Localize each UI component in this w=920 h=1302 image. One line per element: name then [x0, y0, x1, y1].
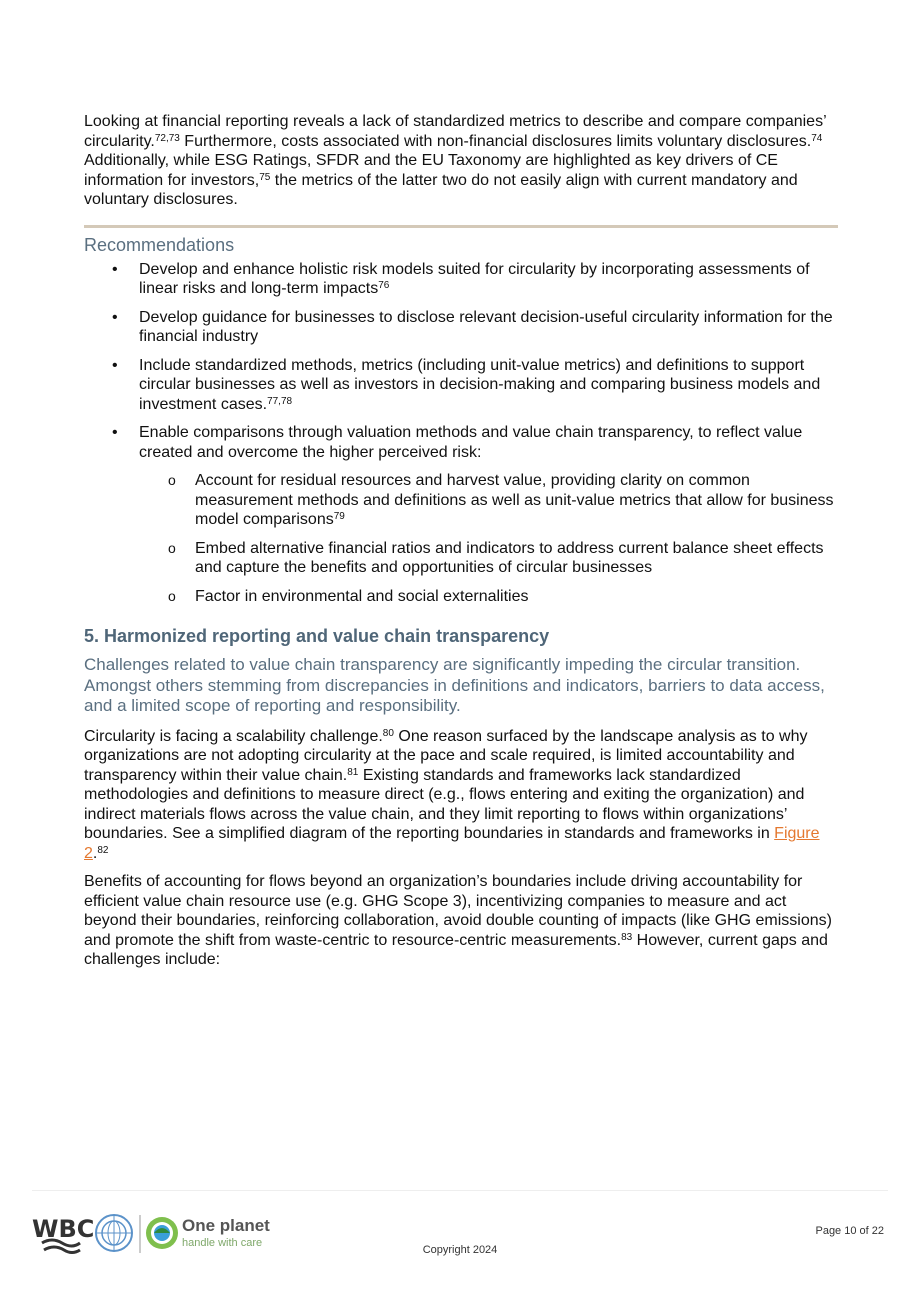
footnote-ref[interactable]: 79	[333, 511, 345, 522]
footer-divider	[32, 1190, 888, 1191]
footnote-ref[interactable]: 80	[382, 727, 394, 739]
recommendation-item: • Develop guidance for businesses to disclose relevant decision-useful circularity information for the financial industry	[112, 308, 833, 345]
footnote-ref[interactable]: 72,73	[154, 132, 180, 144]
footnote-ref[interactable]: 76	[378, 280, 390, 291]
circle-bullet-icon: o	[168, 539, 176, 556]
bullet-icon: •	[112, 356, 118, 374]
figure-2-link[interactable]: Figure 2	[84, 825, 820, 862]
recommendation-subitem: o Account for residual resources and harvest value, providing clarity on common measurement methods and definitions as well as unit-value metrics that allow for business model comparisons$^{79}$	[168, 472, 834, 528]
section-divider	[84, 225, 838, 228]
recommendation-item: • Develop and enhance holistic risk models suited for circularity by incorporating assessments of linear risks and long-term impacts$^{76}$	[112, 260, 810, 297]
section-intro: Challenges related to value chain transparency are significantly impeding the circular transition. Amongst others stemming from discrepancies in definitions and indicators, barriers to data access, and a limited scope of reporting and responsibility.	[84, 655, 825, 715]
footnote-ref[interactable]: 75	[259, 171, 271, 183]
recommendation-item: • Include standardized methods, metrics (including unit-value metrics) and definitions to support circular businesses as well as investors in decision-making and comparing business models and investment cases.$^{77,78}$	[112, 356, 821, 413]
svg-text:WBC: WBC	[32, 1215, 95, 1243]
recommendations-heading: Recommendations	[84, 234, 235, 255]
recommendation-subitem: o Embed alternative financial ratios and indicators to address current balance sheet effects and capture the benefits and opportunities of circular businesses	[168, 539, 824, 576]
body-paragraph: Benefits of accounting for flows beyond an organization’s boundaries include driving accountability for efficient value chain resource use (e.g. GHG Scope 3), incentivizing companies to measure and act beyond their boundaries, reinforcing collaboration, avoid double counting of impacts (like GHG emissions) and promote the shift from waste-centric to resource-centric measurements.$^{83}$ However, current gaps and challenges include:	[84, 873, 832, 968]
footnote-ref[interactable]: 74	[811, 132, 823, 144]
bullet-icon: •	[112, 424, 118, 441]
bullet-icon: •	[112, 308, 118, 326]
page-content	[84, 112, 838, 970]
section-heading: 5. Harmonized reporting and value chain transparency	[84, 626, 550, 646]
intro-paragraph: Looking at financial reporting reveals a lack of standardized metrics to describe and compare companies’ circularity.$^{72,73}$ Furthermore, costs associated with non-financial disclosures limits voluntary disclosures.$^{74}$ Additionally, while ESG Ratings, SFDR and the EU Taxonomy are highlighted as key drivers of CE information for investors,$^{75}$ the metrics of the latter two do not easily align with current mandatory and voluntary disclosures.	[84, 113, 827, 208]
circle-bullet-icon: o	[168, 587, 176, 604]
copyright: Copyright 2024	[422, 1244, 498, 1256]
svg-text:handle with care: handle with care	[182, 1237, 263, 1249]
bullet-icon: •	[112, 260, 118, 278]
footnote-ref[interactable]: 81	[347, 766, 359, 778]
svg-text:One planet: One planet	[182, 1216, 270, 1235]
footnote-ref[interactable]: 83	[621, 931, 633, 943]
recommendation-item: • Enable comparisons through valuation methods and value chain transparency, to reflect value created and overcome the higher perceived risk:	[112, 424, 803, 461]
recommendation-subitem: o Factor in environmental and social externalities	[168, 587, 529, 605]
footnote-ref[interactable]: 77,78	[267, 395, 293, 407]
body-paragraph: Circularity is facing a scalability challenge.$^{80}$ One reason surfaced by the landscape analysis as to why organizations are not adopting circularity at the pace and scale required, is limited accountability and transparency within their value chain.$^{81}$ Existing standards and frameworks lack standardized methodologies and definitions to measure direct (e.g., flows entering and exiting the organization) and indirect materials flows across the value chain, and they limit reporting to flows within organizations’ boundaries. See a simplified diagram of the reporting boundaries in standards and frameworks in Figure 2.82	[84, 727, 820, 862]
circle-bullet-icon: o	[168, 472, 176, 488]
page-number: Page 10 of 22	[815, 1225, 884, 1237]
footnote-ref[interactable]: 82	[97, 844, 109, 856]
